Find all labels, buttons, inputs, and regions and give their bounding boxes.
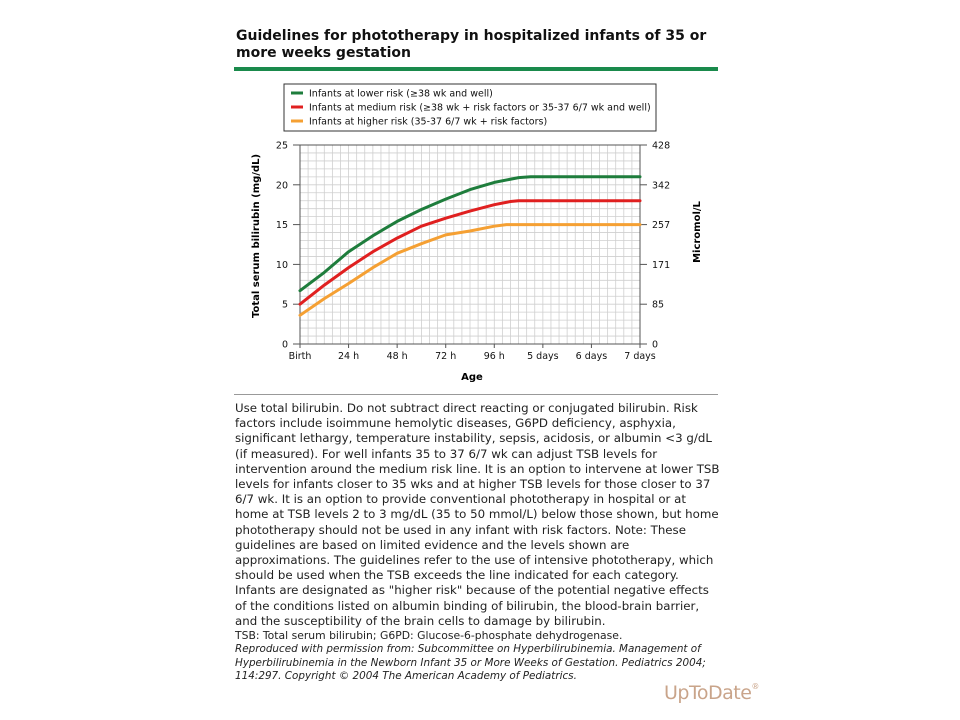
chart-grid [300,145,640,344]
legend-label-2: Infants at higher risk (35-37 6/7 wk + risk factors) [309,116,548,128]
x-tick-label: 96 h [483,351,505,362]
x-tick-label: 48 h [386,351,408,362]
y-axis-label: Total serum bilirubin (mg/dL) [251,153,262,319]
figure-title: Guidelines for phototherapy in hospitalized infants of 35 or more weeks gestation [236,28,707,61]
uptodate-logo [664,682,759,704]
y-tick-label: 25 [275,140,288,152]
x-tick-label: 72 h [435,351,457,362]
notes-divider [234,394,718,395]
x-tick-label: 6 days [575,351,608,362]
chart-axes [276,141,670,363]
right-tick-label: 171 [652,259,671,271]
x-tick-label: 5 days [527,351,559,362]
right-tick-label: 0 [652,339,659,351]
right-tick-label: 85 [652,299,665,311]
x-tick-label: 7 days [624,351,656,362]
brand-name: UpToDate [664,682,752,704]
citation-text: Reproduced with permission from: Subcommittee on Hyperbilirubinemia. Management of Hyperbilirubinemia in the Newborn Infant 35 or More Weeks of Gestation. Pediatrics 2004; 114:297. Copyright © 2004 The American Academy of Pediatrics. [235,643,706,683]
y-tick-label: 0 [281,339,288,351]
x-tick-label: 24 h [338,351,360,362]
x-tick-label: Birth [288,351,312,362]
chart-legend [284,84,656,131]
y-tick-label: 10 [275,259,288,271]
right-axis-label: Micromol/L [692,201,703,263]
right-tick-label: 428 [652,140,671,152]
brand-mark: ® [751,682,759,691]
y-tick-label: 15 [275,220,288,232]
abbreviations-text: TSB: Total serum bilirubin; G6PD: Glucose-6-phosphate dehydrogenase. [235,629,623,643]
right-tick-label: 342 [652,180,671,192]
y-tick-label: 20 [275,180,288,192]
right-tick-label: 257 [652,220,671,232]
y-tick-label: 5 [281,299,288,311]
notes-main-text: Use total bilirubin. Do not subtract direct reacting or conjugated bilirubin. Risk factors include isoimmune hemolytic diseases, G6PD deficiency, asphyxia, significant lethargy, temperature instability, sepsis, acidosis, or albumin <3 g/dL (if measured). For well infants 35 to 37 6/7 wk can adjust TSB levels for intervention around the medium risk line. It is an option to intervene at lower TSB levels for infants closer to 35 wks and at higher TSB levels for those closer to 37 6/7 wk. It is an option to provide conventional phototherapy in hospital or at home at TSB levels 2 to 3 mg/dL (35 to 50 mmol/L) below those shown, but home phototherapy should not be used in any infant with risk factors. Note: These guidelines are based on limited evidence and the levels shown are approximations. The guidelines refer to the use of intensive phototherapy, which should be used when the TSB exceeds the line indicated for each category. Infants are designated as "higher risk" because of the potential negative effects of the conditions listed on albumin binding of bilirubin, the blood-brain barrier, and the susceptibility of the brain cells to damage by bilirubin. [235,401,720,628]
legend-label-0: Infants at lower risk (≥38 wk and well) [309,88,493,100]
figure-notes [235,401,721,684]
x-axis-label: Age [461,372,483,383]
legend-label-1: Infants at medium risk (≥38 wk + risk factors or 35-37 6/7 wk and well) [309,102,651,114]
